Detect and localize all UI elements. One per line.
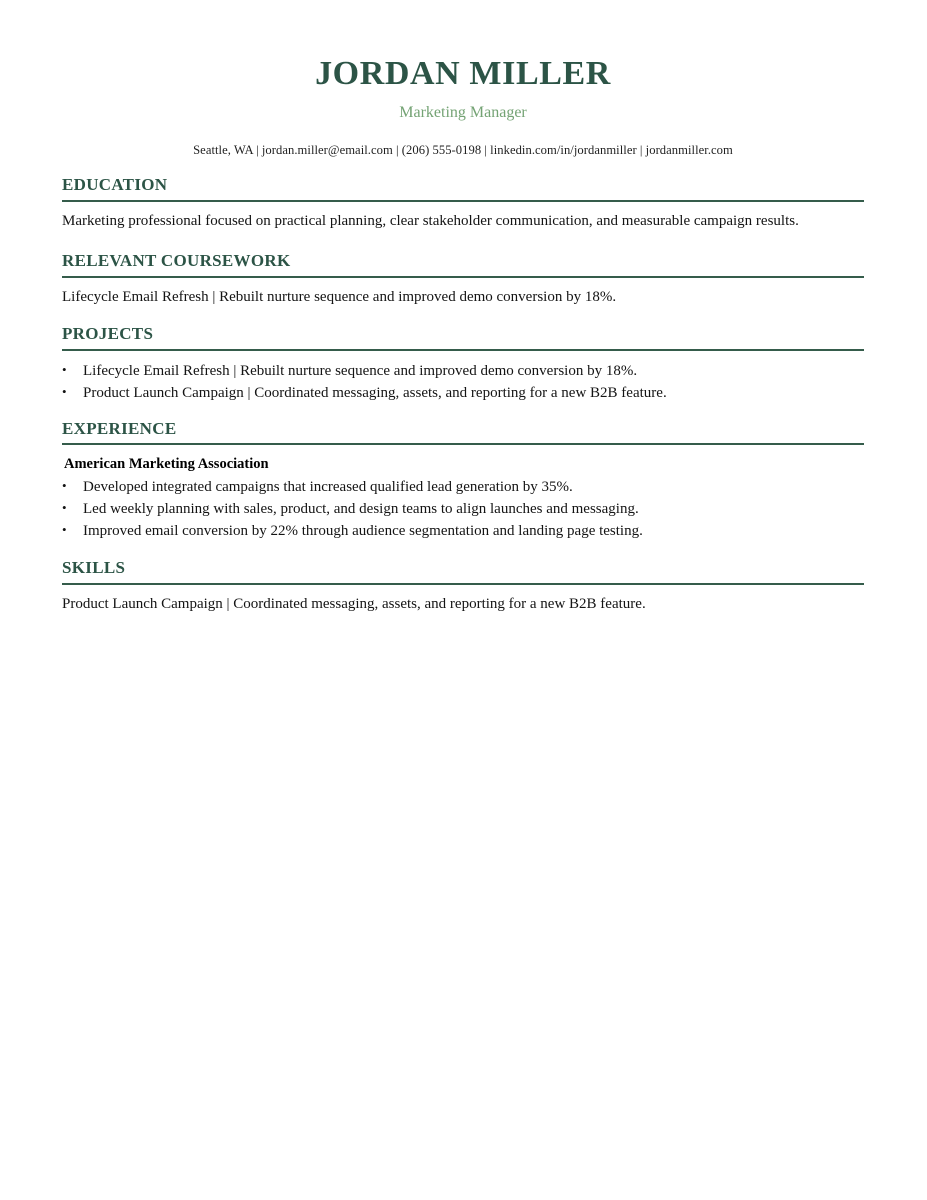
list-item <box>62 498 864 520</box>
bullet-icon: • <box>62 522 67 538</box>
bullet-icon: • <box>62 478 67 494</box>
education-summary-text: Marketing professional focused on practical planning, clear stakeholder communication, and measurable campaign results. <box>62 212 799 229</box>
list-item <box>62 360 864 382</box>
list-item-text: Led weekly planning with sales, product, and design teams to align launches and messaging. <box>83 501 639 518</box>
bullet-icon: • <box>62 361 67 377</box>
section-body-skills <box>62 585 864 616</box>
section-body-projects <box>62 351 864 404</box>
projects-bullet-list <box>62 360 864 404</box>
section-heading-skills: SKILLS <box>62 558 126 578</box>
section-heading-relevant-coursework: RELEVANT COURSEWORK <box>62 251 291 271</box>
candidate-name: JORDAN MILLER <box>315 55 611 92</box>
candidate-title: Marketing Manager <box>399 103 527 121</box>
list-item-text: Product Launch Campaign | Coordinated messaging, assets, and reporting for a new B2B feature. <box>83 384 667 401</box>
section-education <box>62 174 864 232</box>
section-experience <box>62 418 864 543</box>
section-projects <box>62 323 864 403</box>
section-skills <box>62 557 864 615</box>
resume-header <box>62 0 864 158</box>
experience-bullet-list <box>62 476 864 542</box>
list-item-text: Developed integrated campaigns that increased qualified lead generation by 35%. <box>83 479 573 496</box>
section-body-education <box>62 202 864 233</box>
list-item <box>62 382 864 404</box>
section-body-relevant-coursework <box>62 278 864 309</box>
experience-organization: American Marketing Association <box>64 455 269 472</box>
list-item-text: Lifecycle Email Refresh | Rebuilt nurture sequence and improved demo conversion by 18%. <box>83 362 638 379</box>
resume-content <box>62 0 864 615</box>
bullet-icon: • <box>62 500 67 516</box>
bullet-icon: • <box>62 383 67 399</box>
section-relevant-coursework <box>62 250 864 308</box>
section-heading-education: EDUCATION <box>62 175 168 195</box>
section-heading-projects: PROJECTS <box>62 324 154 344</box>
list-item-text: Improved email conversion by 22% through audience segmentation and landing page testing. <box>83 523 643 540</box>
coursework-text: Lifecycle Email Refresh | Rebuilt nurture sequence and improved demo conversion by 18%. <box>62 288 617 305</box>
contact-line: Seattle, WA | jordan.miller@email.com | (206) 555-0198 | linkedin.com/in/jordanmiller | jordanmiller.com <box>193 142 733 157</box>
list-item <box>62 476 864 498</box>
skills-text: Product Launch Campaign | Coordinated messaging, assets, and reporting for a new B2B feature. <box>62 595 646 612</box>
section-body-experience <box>62 445 864 542</box>
list-item <box>62 520 864 542</box>
section-heading-experience: EXPERIENCE <box>62 418 177 438</box>
